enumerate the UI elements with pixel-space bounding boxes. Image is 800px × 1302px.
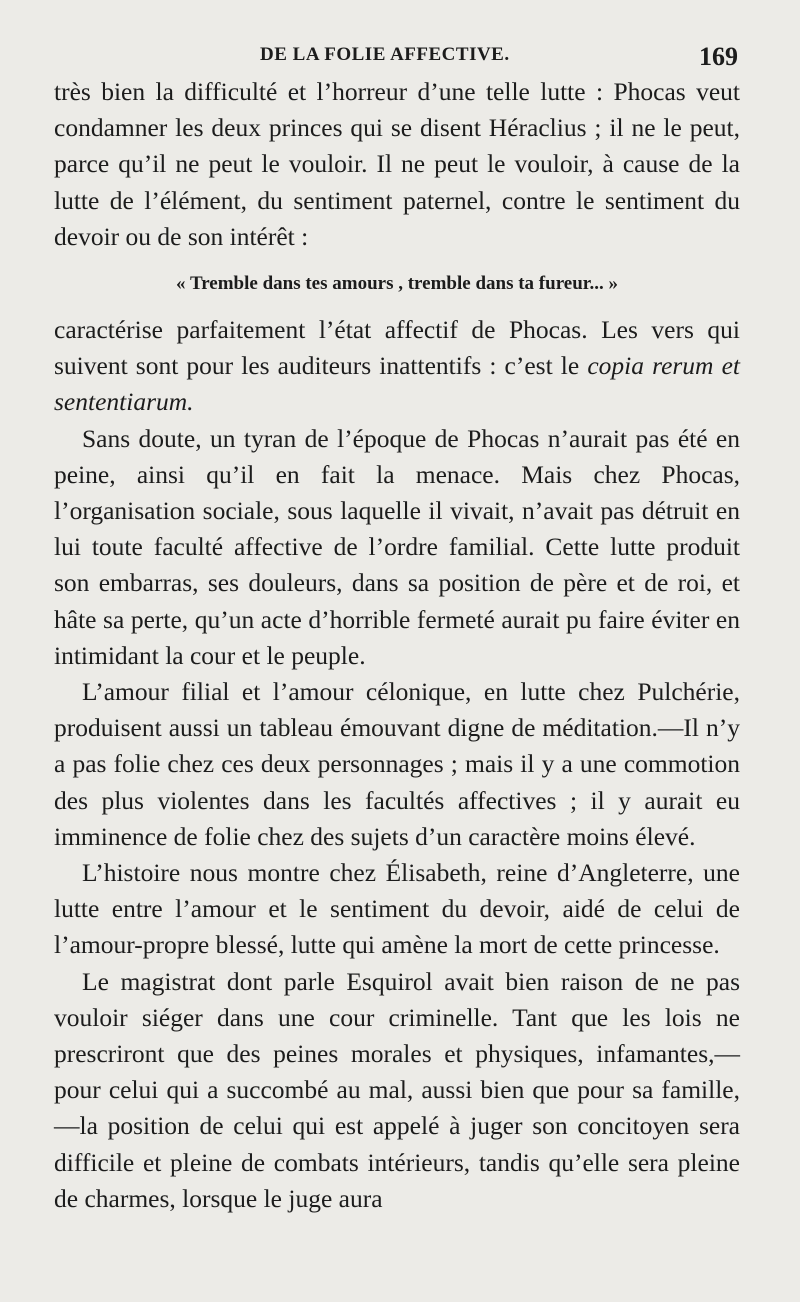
page-number: 169 [699, 42, 738, 71]
paragraph-1: très bien la difficulté et l’horreur d’une telle lutte : Phocas veut condamner les deux princes qui se disent Héraclius ; il ne le peut, parce qu’il ne peut le vouloir. Il ne peut le vouloir, à cause de la lutte de l’élément, du sentiment paternel, contre le sentiment du devoir ou de son intérêt : [54, 77, 740, 251]
paragraph-2 [54, 312, 740, 421]
latin-phrase: copia rerum et sententiarum. [54, 351, 740, 417]
paragraph-2-text: caractérise parfaitement l’état affectif de Phocas. Les vers qui suivent sont pour les auditeurs inattentifs : c’est le [54, 315, 740, 381]
verse-quote: « Tremble dans tes amours , tremble dans ta fureur... » [176, 273, 618, 295]
paragraph-6: Le magistrat dont parle Esquirol avait bien raison de ne pas vouloir siéger dans une cour criminelle. Tant que les lois ne prescriront que des peines morales et physiques, infamantes,— pour celui qui a succombé au mal, aussi bien que pour sa famille, —la position de celui qui est appelé à juger son concitoyen sera difficile et pleine de combats intérieurs, tandis qu’elle sera pleine de charmes, lorsque le juge aura [54, 966, 740, 1213]
paragraph-3: Sans doute, un tyran de l’époque de Phocas n’aurait pas été en peine, ainsi qu’il en fait la menace. Mais chez Phocas, l’organisation sociale, sous laquelle il vivait, n’avait pas détruit en lui toute faculté affective de l’ordre familial. Cette lutte produit son embarras, ses douleurs, dans sa position de père et de roi, et hâte sa perte, qu’un acte d’horrible fermeté aurait pu faire éviter en intimidant la cour et le peuple. [54, 423, 740, 670]
page-body [54, 74, 740, 1217]
page-header [54, 40, 740, 74]
running-title: DE LA FOLIE AFFECTIVE. [260, 44, 510, 65]
paragraph-5: L’histoire nous montre chez Élisabeth, reine d’Angleterre, une lutte entre l’amour et le sentiment du devoir, aidé de celui de l’amour-propre blessé, lutte qui amène la mort de cette princesse. [54, 858, 740, 960]
paragraph-4: L’amour filial et l’amour célonique, en lutte chez Pulchérie, produisent aussi un tableau émouvant digne de méditation.—Il n’y a pas folie chez ces deux personnages ; mais il y a une commotion des plus violentes dans les facultés affectives ; il y aurait eu imminence de folie chez des sujets d’un caractère moins élevé. [54, 677, 740, 851]
